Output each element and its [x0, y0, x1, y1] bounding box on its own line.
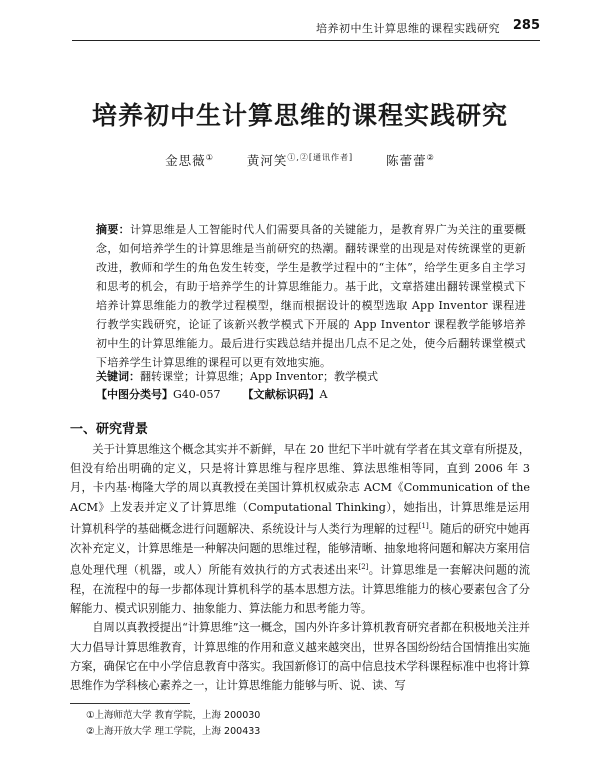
body-text	[70, 440, 530, 695]
author-name: 黄河笑	[246, 153, 288, 168]
author	[165, 153, 214, 168]
paragraph-text: 。随后的研究中她再次补充定义，计算思维是一种解决问题的思维过程，能够清晰、抽象地将问题和解决方案用信息处理代理（机器，或人）所能有效执行的方式表述出来	[70, 522, 530, 577]
section-heading: 一、研究背景	[70, 422, 149, 437]
abstract-text: 计算思维是人工智能时代人们需要具备的关键能力，是教育界广为关注的重要概念，如何培养学生的计算思维是当前研究的热潮。翻转课堂的出现是对传统课堂的更新改进，教师和学生的角色发生转变，学生是教学过程中的“主体”，给学生更多自主学习和思考的机会，有助于培养学生的计算思维能力。基于此，文章搭建出翻转课堂模式下培养计算思维能力的教学过程模型，继而根据设计的模型选取 App Inventor 课程进行教学实践研究，论证了该新兴教学模式下开展的 App Inventor 课程教学能够培养初中生的计算思维能力。最后进行实践总结并提出几点不足之处，使今后翻转课堂模式下培养学生计算思维的课程可以更有效地实施。	[96, 223, 527, 369]
abstract-label: 摘要：	[96, 223, 130, 236]
keywords-label: 关键词：	[96, 370, 140, 383]
author-affiliation-mark: ②	[426, 152, 435, 162]
footnotes	[86, 708, 260, 740]
keywords	[96, 368, 526, 386]
author-list	[0, 151, 600, 169]
doc-code-label: 【文献标识码】	[242, 388, 320, 401]
author-affiliation-mark: ①	[205, 152, 214, 162]
footnote-divider	[70, 703, 190, 704]
footnote: ②上海开放大学 理工学院，上海 200433	[86, 726, 261, 737]
abstract	[96, 220, 526, 372]
paper-title: 培养初中生计算思维的课程实践研究	[91, 101, 508, 130]
author-name: 陈蕾蕾	[386, 153, 427, 168]
citation-ref: [2]	[358, 562, 369, 571]
classification-line	[96, 386, 526, 404]
page-number: 285	[512, 18, 540, 33]
author-name: 金思薇	[165, 153, 206, 168]
author	[386, 153, 435, 168]
paragraph	[70, 440, 530, 618]
paragraph-text: 。计算思维是一套解决问题的流程，在流程中的每一步都体现计算机科学的基本思想方法。计算思维能力的核心要素包含了分解能力、模式识别能力、抽象能力、算法能力和思考能力等。	[70, 563, 530, 616]
running-head	[72, 16, 540, 41]
keywords-text: 翻转课堂；计算思维；App Inventor；教学模式	[140, 370, 379, 383]
paragraph: 自周以真教授提出“计算思维”这一概念，国内外许多计算机教育研究者都在积极地关注并大力倡导计算思维教育，计算思维的作用和意义越来越突出，世界各国纷纷结合国情推出实施方案，确保它在中小学信息教育中落实。我国新修订的高中信息技术学科课程标准中也将计算思维作为学科核心素养之一，让计算思维能力能够与听、说、读、写	[70, 621, 530, 692]
paragraph-text: 关于计算思维这个概念其实并不新鲜，早在 20 世纪下半叶就有学者在其文章有所提及，但没有给出明确的定义，只是将计算思维与程序思维、算法思维相等同，直到 2006 年 3 月，卡内基·梅隆大学的周以真教授在美国计算机权威杂志 ACM《Communication of the ACM》上发表并定义了计算思维（Computational Thinking），她指出，计算思维是运用计算机科学的基础概念进行问题解决、系统设计与人类行为理解的过程	[70, 443, 530, 536]
clc-value: G40-057	[173, 388, 221, 401]
author	[247, 153, 353, 168]
footnote: ①上海师范大学 教育学院，上海 200030	[86, 710, 261, 721]
clc-label: 【中图分类号】	[96, 388, 173, 401]
doc-code-value: A	[319, 388, 328, 401]
citation-ref: [1]	[418, 521, 429, 530]
author-affiliation-mark: ①,②[通讯作者]	[287, 152, 354, 162]
running-head-title: 培养初中生计算思维的课程实践研究	[316, 22, 500, 35]
